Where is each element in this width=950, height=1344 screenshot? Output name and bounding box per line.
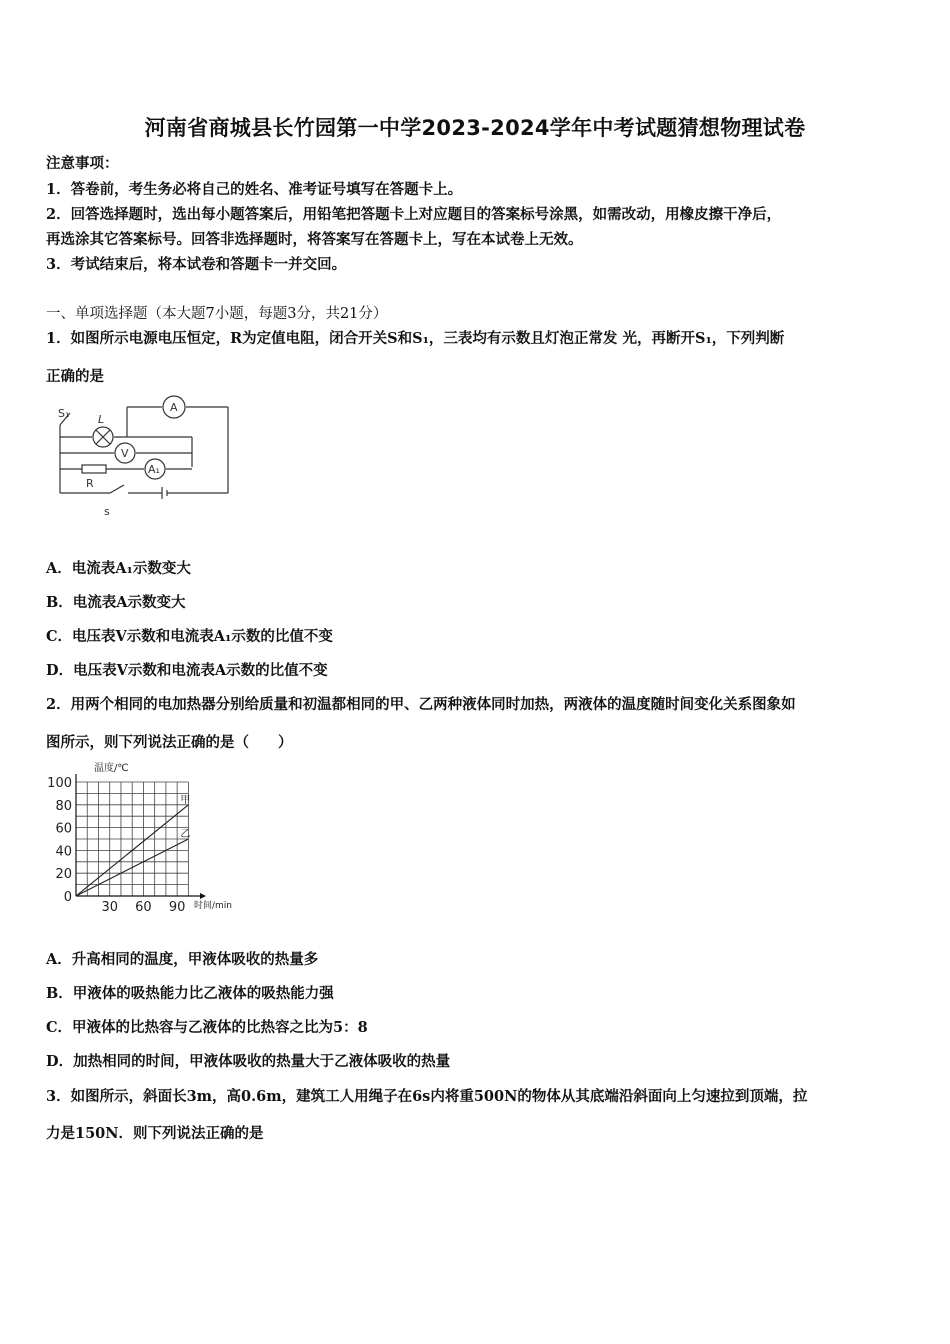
q1-stem-line2: 正确的是 bbox=[46, 368, 104, 385]
chart-y-tick-label: 80 bbox=[55, 798, 72, 814]
q1-option-c: C．电压表V示数和电流表A₁示数的比值不变 bbox=[46, 628, 333, 645]
q2-stem-line1: 2．用两个相同的电加热器分别给质量和初温都相同的甲、乙两种液体同时加热，两液体的温度随时间变化关系图象如 bbox=[46, 696, 796, 713]
notice-heading: 注意事项： bbox=[46, 155, 119, 172]
q1-stem-line1: 1．如图所示电源电压恒定，R为定值电阻，闭合开关S和S₁，三表均有示数且灯泡正常发 光，再断开S₁，下列判断 bbox=[46, 330, 785, 347]
notice-item-2-cont: 再选涂其它答案标号。回答非选择题时，将答案写在答题卡上，写在本试卷上无效。 bbox=[46, 231, 583, 248]
exam-title: 河南省商城县长竹园第一中学2023-2024学年中考试题猜想物理试卷 bbox=[144, 116, 806, 140]
chart-x-tick-label: 60 bbox=[135, 900, 152, 912]
q3-stem-line2: 力是150N．则下列说法正确的是 bbox=[46, 1125, 264, 1142]
resistor-r-label: R bbox=[86, 477, 94, 490]
chart-x-tick-label: 90 bbox=[168, 900, 186, 912]
q2-option-a: A．升高相同的温度，甲液体吸收的热量多 bbox=[46, 951, 319, 968]
switch-s1-label: S₁ bbox=[58, 407, 70, 420]
chart-y-tick-label: 20 bbox=[55, 867, 72, 883]
q1-circuit-diagram bbox=[52, 395, 237, 520]
q2-temperature-chart bbox=[44, 760, 244, 912]
switch-s-label: s bbox=[104, 505, 110, 518]
voltmeter-v-label: V bbox=[121, 447, 129, 460]
q1-option-d: D．电压表V示数和电流表A示数的比值不变 bbox=[46, 662, 328, 679]
q1-option-a: A．电流表A₁示数变大 bbox=[46, 560, 191, 577]
chart-series-label: 乙 bbox=[180, 829, 191, 840]
chart-x-axis-arrow bbox=[200, 893, 206, 899]
ammeter-a-label: A bbox=[170, 401, 178, 414]
chart-y-tick-label: 60 bbox=[55, 821, 72, 837]
q2-option-d: D．加热相同的时间，甲液体吸收的热量大于乙液体吸收的热量 bbox=[46, 1053, 451, 1070]
q2-stem-line2: 图所示，则下列说法正确的是（ ） bbox=[46, 734, 293, 751]
notice-item-3: 3．考试结束后，将本试卷和答题卡一并交回。 bbox=[46, 256, 347, 273]
chart-x-axis-label: 时间/min bbox=[194, 901, 233, 911]
chart-x-tick-label: 30 bbox=[101, 900, 118, 912]
chart-y-tick-label: 0 bbox=[63, 890, 72, 905]
q1-option-b: B．电流表A示数变大 bbox=[46, 594, 186, 611]
chart-y-tick-label: 100 bbox=[47, 776, 72, 791]
ammeter-a1-label: A₁ bbox=[148, 463, 160, 476]
chart-y-tick-label: 40 bbox=[55, 844, 72, 860]
q2-option-b: B．甲液体的吸热能力比乙液体的吸热能力强 bbox=[46, 985, 334, 1002]
chart-series-label: 甲 bbox=[180, 794, 191, 806]
lamp-l-label: L bbox=[98, 413, 105, 426]
notice-item-2: 2．回答选择题时，选出每小题答案后，用铅笔把答题卡上对应题目的答案标号涂黑，如需改动，用橡皮擦干净后， bbox=[46, 206, 782, 223]
chart-y-axis-label: 温度/℃ bbox=[94, 763, 129, 774]
notice-item-1: 1．答卷前，考生务必将自己的姓名、准考证号填写在答题卡上。 bbox=[46, 181, 463, 198]
q3-stem-line1: 3．如图所示，斜面长3m，高0.6m，建筑工人用绳子在6s内将重500N的物体从其底端沿斜面向上匀速拉到顶端，拉 bbox=[46, 1088, 808, 1105]
section-heading: 一、单项选择题（本大题7小题，每题3分，共21分） bbox=[46, 306, 388, 322]
q2-option-c: C．甲液体的比热容与乙液体的比热容之比为5：8 bbox=[46, 1019, 368, 1036]
